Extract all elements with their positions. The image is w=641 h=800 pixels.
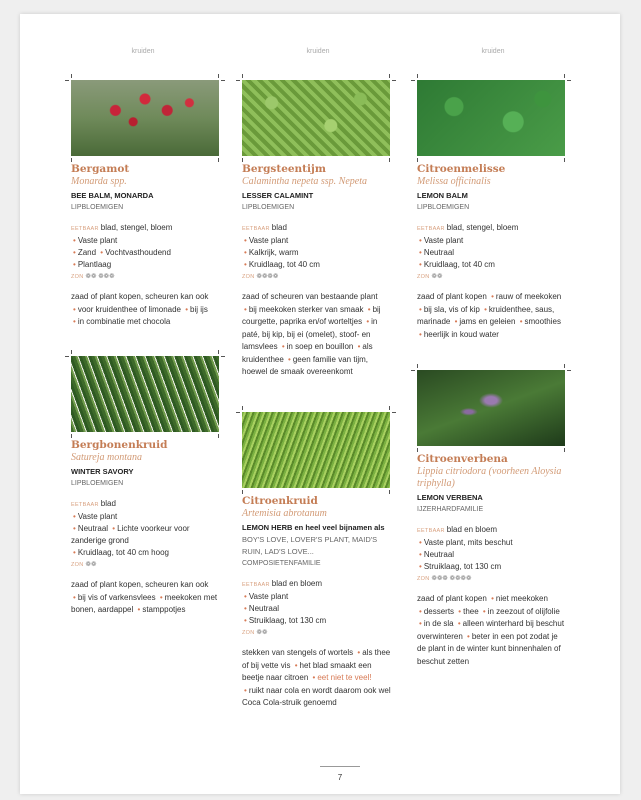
property-line: • Struiklaag, tot 130 cm [244,616,327,625]
bullet-icon: • [419,538,422,547]
bullet-icon: • [367,304,371,314]
english-name: LESSER CALAMINT [242,191,314,200]
latin-name: Artemisia abrotanum [242,508,327,519]
bullet-icon: • [73,548,76,557]
bullet-icon: • [73,592,76,602]
usage-notes: zaad of plant kopen • niet meekoken • desserts • thee • in zeezout of olijfolie • in de sla • alleen winterhard bij beschut overwinteren • beter in een pot zodat je de plant in de winter kunt binnenhalen of beschut zetten [417,594,565,666]
sun-rating: ZON ❁❁ [242,629,268,636]
sun-icons: ❁❁❁ ❁❁❁❁ [431,575,472,582]
bullet-icon: • [294,660,298,670]
plant-name: Bergsteentijm [242,163,326,175]
plant-photo [71,80,219,156]
property-line: • Neutraal • Lichte voorkeur voor zanderige grond [71,524,190,545]
edible-label: EETBAAR [71,502,99,508]
plant-name: Bergamot [71,163,130,175]
sun-icons: ❁❁ [431,273,443,280]
bullet-icon: • [244,592,247,601]
alias-names: BOY'S LOVE, LOVER'S PLANT, MAID'S RUIN, LAD'S LOVE... [242,535,378,556]
plant-entry [71,80,221,329]
plant-entry [242,80,392,379]
plant-photo [242,412,390,488]
sun-rating: ZON ❁❁❁❁ [242,273,279,280]
bullet-icon: • [159,592,163,602]
bullet-icon: • [244,616,247,625]
bullet-icon: • [312,673,316,682]
bullet-icon: • [366,317,370,326]
bullet-icon: • [112,524,116,533]
sun-rating: ZON ❁❁ ❁❁❁ [71,273,115,280]
plant-photo [242,80,390,156]
edible-label: EETBAAR [417,528,445,534]
sun-rating: ZON ❁❁❁ ❁❁❁❁ [417,575,472,582]
bullet-icon: • [73,304,76,314]
bullet-icon: • [244,236,247,245]
page-number: 7 [320,766,360,782]
english-name: LEMON BALM [417,191,468,200]
latin-name: Monarda spp. [71,176,127,187]
latin-name: Melissa officinalis [417,176,491,187]
sun-rating: ZON ❁❁ [417,273,443,280]
property-line: • Neutraal [419,248,455,257]
running-head: kruiden [131,48,155,55]
bullet-icon: • [244,260,247,269]
edible-label: EETBAAR [71,226,99,232]
property-line: • Struiklaag, tot 130 cm [419,562,502,571]
plant-entry [417,80,567,341]
property-line: • Neutraal [419,550,455,559]
edible-label: EETBAAR [242,582,270,588]
bullet-icon: • [519,317,523,326]
bullet-icon: • [419,260,422,269]
property-line: • Vaste plant [73,236,118,245]
bullet-icon: • [185,304,189,314]
usage-notes: zaad of plant kopen • rauw of meekoken • bij sla, vis of kip • kruidenthee, saus, marinade • jams en geleien • smoothies • heerlijk in koud water [417,292,562,339]
latin-name: Calamintha nepeta ssp. Nepeta [242,176,367,187]
bullet-icon: • [419,550,422,559]
bullet-icon: • [357,648,361,657]
bullet-icon: • [137,605,141,614]
plant-family: LIPBLOEMIGEN [71,204,124,211]
plant-entry [417,370,567,668]
plant-photo [417,370,565,446]
edible-label: EETBAAR [417,226,445,232]
property-line: • Vaste plant [419,236,464,245]
bullet-icon: • [419,236,422,245]
bullet-icon: • [491,292,494,301]
bullet-icon: • [244,248,247,257]
bullet-icon: • [73,236,76,245]
english-name: WINTER SAVORY [71,467,134,476]
plant-name: Citroenmelisse [417,163,506,175]
plant-family: IJZERHARDFAMILIE [417,506,484,513]
book-page [20,14,620,794]
plant-entry [71,356,221,617]
edible-parts: EETBAAR blad, stengel, bloem [71,223,173,232]
bullet-icon: • [419,329,422,339]
plant-family: LIPBLOEMIGEN [417,204,470,211]
english-name: BEE BALM, MONARDA [71,191,154,200]
plant-name: Citroenverbena [417,453,508,465]
bullet-icon: • [419,606,422,616]
latin-name: Satureja montana [71,452,143,463]
property-line: • Neutraal [244,604,280,613]
bullet-icon: • [419,304,422,314]
plant-photo [71,356,219,432]
bullet-icon: • [419,562,422,571]
bullet-icon: • [73,248,76,257]
property-line: • Vaste plant, mits beschut [419,538,513,547]
edible-parts: EETBAAR blad [242,223,287,232]
bullet-icon: • [281,342,285,351]
latin-name: Lippia citriodora (voorheen Aloysia triphylla) [417,466,562,489]
bullet-icon: • [100,248,104,257]
bullet-icon: • [457,619,461,628]
property-line: • Zand • Vochtvasthoudend [73,248,171,257]
property-line: • Kalkrijk, warm [244,248,299,257]
sun-rating: ZON ❁❁ [71,561,97,568]
bullet-icon: • [288,354,291,364]
property-line: • Plantlaag [73,260,112,269]
edible-parts: EETBAAR blad [71,499,116,508]
bullet-icon: • [73,260,76,269]
bullet-icon: • [357,342,361,351]
usage-notes: zaad of plant kopen, scheuren kan ook • voor kruidenthee of limonade • bij ijs • in combinatie met chocola [71,292,209,326]
english-name: LEMON VERBENA [417,493,483,502]
property-line: • Vaste plant [244,592,289,601]
property-line: • Kruidlaag, tot 40 cm [244,260,320,269]
running-head: kruiden [306,48,330,55]
usage-notes: zaad of plant kopen, scheuren kan ook • bij vis of varkensvlees • meekoken met bonen, aardappel • stamppotjes [71,580,218,614]
bullet-icon: • [458,606,462,616]
bullet-icon: • [454,317,458,326]
property-line: • Kruidlaag, tot 40 cm hoog [73,548,169,557]
bullet-icon: • [73,524,76,533]
bullet-icon: • [73,512,76,521]
plant-family: LIPBLOEMIGEN [71,480,124,487]
bullet-icon: • [244,685,247,695]
edible-parts: EETBAAR blad en bloem [417,525,498,534]
bullet-icon: • [244,604,247,613]
running-head: kruiden [481,48,505,55]
sun-icons: ❁❁ [256,629,268,636]
bullet-icon: • [491,594,494,603]
sun-icons: ❁❁ ❁❁❁ [85,273,115,280]
bullet-icon: • [73,317,76,326]
bullet-icon: • [244,304,247,314]
edible-parts: EETBAAR blad, stengel, bloem [417,223,519,232]
bullet-icon: • [482,606,486,616]
sun-icons: ❁❁ [85,561,97,568]
property-line: • Kruidlaag, tot 40 cm [419,260,495,269]
sun-icons: ❁❁❁❁ [256,273,279,280]
bullet-icon: • [484,304,487,314]
bullet-icon: • [419,248,422,257]
plant-name: Citroenkruid [242,495,318,507]
plant-entry [242,412,392,710]
plant-photo [417,80,565,156]
bullet-icon: • [419,619,422,628]
plant-family: LIPBLOEMIGEN [242,204,295,211]
property-line: • Vaste plant [244,236,289,245]
plant-family: COMPOSIETENFAMILIE [242,560,321,567]
bullet-icon: • [467,631,470,641]
usage-notes: stekken van stengels of wortels • als thee of bij vette vis • het blad smaakt een beetje naar citroen • eet niet te veel! • ruikt naar cola en wordt daarom ook wel Coca Cola-struik genoemd [242,648,391,707]
english-name: LEMON HERB en heel veel bijnamen als [242,523,385,532]
property-line: • Vaste plant [73,512,118,521]
edible-parts: EETBAAR blad en bloem [242,579,323,588]
usage-notes: zaad of scheuren van bestaande plant • bij meekoken sterker van smaak • bij courgette, paprika en/of worteltjes • in paté, bij kip, bij ei (omelet), stoof- en lamsvlees • in soep en bouillon • als kruidenthee • geen familie van tijm, hoewel de smaak overeenkomt [242,292,381,376]
edible-label: EETBAAR [242,226,270,232]
plant-name: Bergbonenkruid [71,439,168,451]
